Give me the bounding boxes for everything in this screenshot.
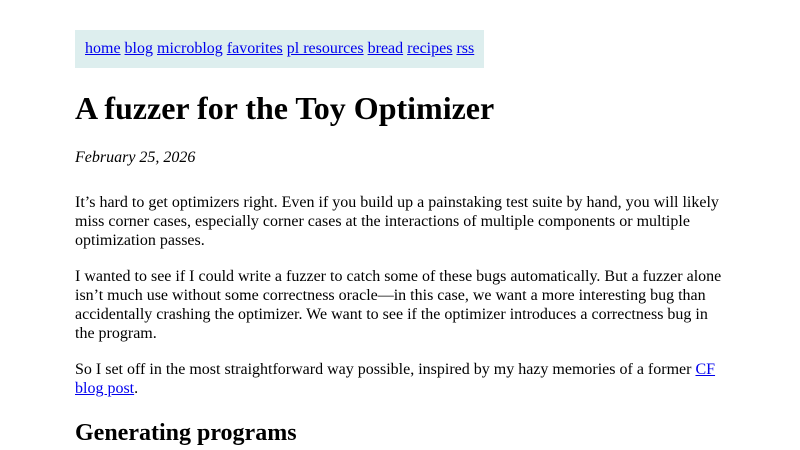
section-heading-generating-programs: Generating programs bbox=[75, 420, 297, 446]
nav-link-favorites[interactable]: favorites bbox=[226, 40, 283, 57]
paragraph-fuzzer: I wanted to see if I could write a fuzzer to catch some of these bugs automatically. But a fuzzer alone isn’t much use without some correctness oracle—in this case, we want a more interesting bug than accidentally crashing the optimizer. We want to see if the optimizer introduces a correctness bug in the program. bbox=[75, 268, 722, 342]
site-nav bbox=[75, 30, 484, 68]
paragraph-approach-end: . bbox=[134, 380, 139, 397]
paragraph-approach-text: So I set off in the most straightforward way possible, inspired by my hazy memories of a former bbox=[75, 361, 696, 378]
cf-blog-post-link[interactable]: CF blog post bbox=[75, 361, 716, 397]
nav-link-blog[interactable]: blog bbox=[124, 40, 153, 57]
nav-link-home[interactable]: home bbox=[85, 40, 121, 57]
paragraph-approach bbox=[75, 360, 725, 398]
post-date: February 25, 2026 bbox=[75, 149, 196, 166]
nav-link-recipes[interactable]: recipes bbox=[407, 40, 453, 57]
nav-link-rss[interactable]: rss bbox=[456, 40, 475, 57]
page-title: A fuzzer for the Toy Optimizer bbox=[75, 90, 495, 126]
nav-link-bread[interactable]: bread bbox=[367, 40, 404, 57]
paragraph-intro: It’s hard to get optimizers right. Even if you build up a painstaking test suite by hand, you will likely miss corner cases, especially corner cases at the interactions of multiple components or multiple optimization passes. bbox=[75, 194, 719, 249]
nav-link-microblog[interactable]: microblog bbox=[157, 40, 223, 57]
nav-link-pl-resources[interactable]: pl resources bbox=[286, 40, 364, 57]
